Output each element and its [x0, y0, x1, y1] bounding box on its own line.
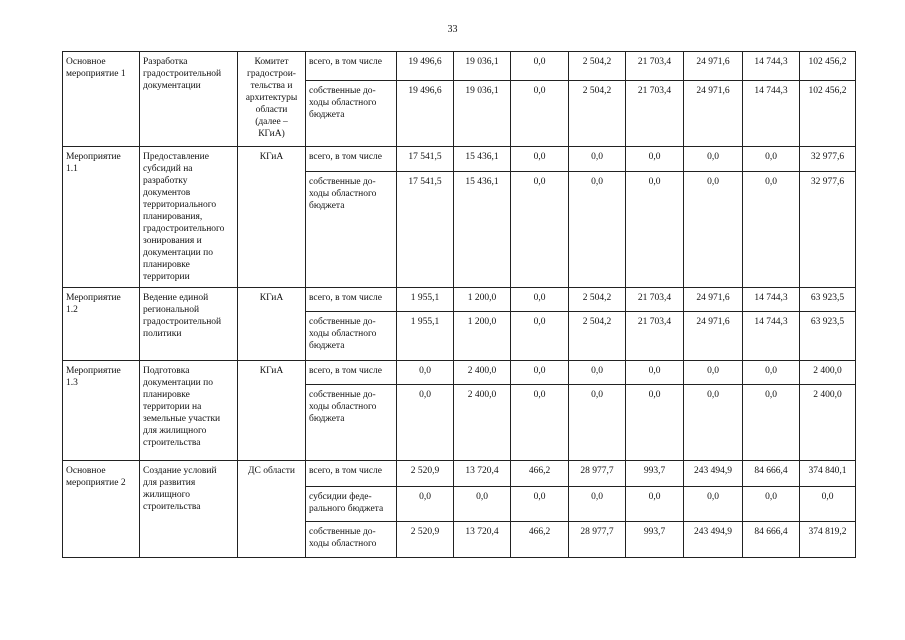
funding-source-cell [306, 147, 397, 172]
responsible-cell [238, 361, 306, 461]
funding-source-line: бюджета [309, 110, 345, 120]
year-value-cell: 21 703,4 [626, 52, 684, 81]
year-value-cell: 0,0 [511, 312, 569, 361]
table-row [63, 361, 856, 385]
year-value-cell: 0,0 [626, 487, 684, 522]
funding-source-line: ходы областного [309, 189, 377, 199]
funding-source-line: ходы областного [309, 98, 377, 108]
year-value-cell: 0,0 [511, 361, 569, 385]
measure-name-line: планирования, [143, 212, 203, 222]
year-value-cell: 0,0 [569, 361, 626, 385]
year-value-cell: 14 744,3 [743, 312, 800, 361]
year-value-cell: 14 744,3 [743, 288, 800, 312]
year-value-cell: 0,0 [511, 147, 569, 172]
measure-code-cell [63, 52, 140, 147]
table-row [63, 147, 856, 172]
responsible-line: архитектуры [245, 93, 298, 103]
funding-source-line: бюджета [309, 341, 345, 351]
year-value-cell: 2 400,0 [454, 385, 511, 461]
year-value-cell: 0,0 [684, 147, 743, 172]
table-row [63, 288, 856, 312]
year-value-cell: 1 955,1 [397, 288, 454, 312]
table-row [63, 52, 856, 81]
responsible-line: области [255, 105, 288, 115]
year-value-cell: 21 703,4 [626, 81, 684, 147]
year-value-cell: 19 036,1 [454, 81, 511, 147]
measure-name-line: субсидий на [143, 164, 193, 174]
measure-code-line: 1.3 [66, 378, 78, 388]
year-value-cell: 0,0 [511, 288, 569, 312]
funding-source-line: ходы областного [309, 329, 377, 339]
year-value-cell: 24 971,6 [684, 81, 743, 147]
year-value-cell: 0,0 [743, 385, 800, 461]
measure-code-line: 1.1 [66, 164, 78, 174]
measure-name-line: Подготовка [143, 366, 190, 376]
total-value-cell: 102 456,2 [800, 81, 856, 147]
year-value-cell: 0,0 [511, 172, 569, 288]
funding-source-line: всего, в том числе [309, 152, 383, 162]
year-value-cell: 1 200,0 [454, 312, 511, 361]
responsible-line: Комитет [254, 57, 289, 67]
total-value-cell: 32 977,6 [800, 147, 856, 172]
year-value-cell: 466,2 [511, 461, 569, 487]
measure-name-line: политики [143, 329, 182, 339]
year-value-cell: 0,0 [743, 147, 800, 172]
year-value-cell: 466,2 [511, 522, 569, 558]
total-value-cell: 2 400,0 [800, 361, 856, 385]
year-value-cell: 0,0 [569, 487, 626, 522]
year-value-cell: 2 504,2 [569, 288, 626, 312]
responsible-line: тельства и [250, 81, 293, 91]
year-value-cell: 84 666,4 [743, 522, 800, 558]
measure-name-cell [140, 361, 238, 461]
measure-name-line: Создание условий [143, 466, 217, 476]
responsible-cell [238, 461, 306, 558]
funding-source-line: всего, в том числе [309, 466, 383, 476]
total-value-cell: 2 400,0 [800, 385, 856, 461]
year-value-cell: 0,0 [684, 487, 743, 522]
measure-name-line: строительства [143, 438, 201, 448]
measure-name-line: градостроительного [143, 224, 225, 234]
measure-name-line: градостроительной [143, 317, 222, 327]
measure-code-line: мероприятие 2 [66, 478, 126, 488]
year-value-cell: 0,0 [569, 385, 626, 461]
measure-name-line: Предоставление [143, 152, 209, 162]
year-value-cell: 17 541,5 [397, 172, 454, 288]
measure-name-line: земельные участки [143, 414, 221, 424]
year-value-cell: 0,0 [511, 385, 569, 461]
measure-name-cell [140, 288, 238, 361]
year-value-cell: 19 496,6 [397, 81, 454, 147]
year-value-cell: 0,0 [397, 487, 454, 522]
year-value-cell: 13 720,4 [454, 461, 511, 487]
responsible-cell [238, 288, 306, 361]
total-value-cell: 374 840,1 [800, 461, 856, 487]
funding-source-cell [306, 81, 397, 147]
year-value-cell: 0,0 [684, 385, 743, 461]
measure-name-line: документации по [143, 248, 213, 258]
year-value-cell: 15 436,1 [454, 172, 511, 288]
funding-source-line: собственные до- [309, 177, 376, 187]
funding-source-cell [306, 487, 397, 522]
year-value-cell: 0,0 [626, 172, 684, 288]
funding-source-cell [306, 312, 397, 361]
year-value-cell: 993,7 [626, 461, 684, 487]
funding-source-line: всего, в том числе [309, 293, 383, 303]
year-value-cell: 0,0 [454, 487, 511, 522]
year-value-cell: 15 436,1 [454, 147, 511, 172]
year-value-cell: 84 666,4 [743, 461, 800, 487]
year-value-cell: 0,0 [569, 172, 626, 288]
year-value-cell: 2 520,9 [397, 461, 454, 487]
measure-code-line: мероприятие 1 [66, 69, 126, 79]
year-value-cell: 2 520,9 [397, 522, 454, 558]
funding-source-cell [306, 361, 397, 385]
funding-source-line: всего, в том числе [309, 57, 383, 67]
measure-name-line: строительства [143, 502, 201, 512]
measure-name-line: планировке [143, 260, 190, 270]
total-value-cell: 63 923,5 [800, 312, 856, 361]
year-value-cell: 28 977,7 [569, 522, 626, 558]
measure-name-line: документации по [143, 378, 213, 388]
responsible-line: КГиА) [258, 129, 285, 139]
budget-table [62, 51, 856, 558]
funding-source-cell [306, 288, 397, 312]
year-value-cell: 0,0 [626, 361, 684, 385]
year-value-cell: 2 504,2 [569, 81, 626, 147]
year-value-cell: 0,0 [511, 81, 569, 147]
total-value-cell: 0,0 [800, 487, 856, 522]
year-value-cell: 14 744,3 [743, 52, 800, 81]
measure-name-line: для развития [143, 478, 196, 488]
responsible-line: (далее – [255, 117, 288, 127]
year-value-cell: 0,0 [684, 172, 743, 288]
measure-name-line: зонирования и [143, 236, 202, 246]
funding-source-line: всего, в том числе [309, 366, 383, 376]
year-value-cell: 0,0 [626, 385, 684, 461]
measure-name-line: жилищного [143, 490, 191, 500]
measure-name-line: территории [143, 272, 190, 282]
funding-source-line: собственные до- [309, 86, 376, 96]
measure-code-cell [63, 288, 140, 361]
funding-source-line: собственные до- [309, 317, 376, 327]
funding-source-line: собственные до- [309, 390, 376, 400]
year-value-cell: 0,0 [511, 487, 569, 522]
measure-name-line: планировке [143, 390, 190, 400]
responsible-cell [238, 52, 306, 147]
year-value-cell: 0,0 [626, 147, 684, 172]
measure-code-line: Мероприятие [66, 152, 121, 162]
measure-code-line: Основное [66, 466, 106, 476]
year-value-cell: 24 971,6 [684, 312, 743, 361]
funding-source-line: бюджета [309, 201, 345, 211]
funding-source-line: бюджета [309, 414, 345, 424]
measure-code-line: Мероприятие [66, 293, 121, 303]
year-value-cell: 21 703,4 [626, 288, 684, 312]
measure-name-cell [140, 147, 238, 288]
funding-source-cell [306, 385, 397, 461]
year-value-cell: 24 971,6 [684, 52, 743, 81]
funding-source-line: ходы областного [309, 539, 377, 549]
responsible-line: КГиА [259, 293, 284, 303]
measure-name-cell [140, 52, 238, 147]
measure-name-line: градостроительной [143, 69, 222, 79]
year-value-cell: 28 977,7 [569, 461, 626, 487]
measure-name-line: территориального [143, 200, 217, 210]
measure-name-line: документов [143, 188, 191, 198]
table-row [63, 461, 856, 487]
funding-source-line: собственные до- [309, 527, 376, 537]
year-value-cell: 19 496,6 [397, 52, 454, 81]
year-value-cell: 24 971,6 [684, 288, 743, 312]
responsible-cell [238, 147, 306, 288]
measure-code-line: Мероприятие [66, 366, 121, 376]
measure-name-line: Разработка [143, 57, 188, 67]
year-value-cell: 1 200,0 [454, 288, 511, 312]
year-value-cell: 1 955,1 [397, 312, 454, 361]
funding-source-line: ходы областного [309, 402, 377, 412]
measure-name-line: разработку [143, 176, 188, 186]
funding-source-cell [306, 172, 397, 288]
year-value-cell: 0,0 [743, 172, 800, 288]
measure-name-line: документации [143, 81, 201, 91]
year-value-cell: 0,0 [743, 487, 800, 522]
year-value-cell: 0,0 [684, 361, 743, 385]
responsible-line: КГиА [259, 366, 284, 376]
funding-source-line: субсидии феде- [309, 492, 372, 502]
year-value-cell: 243 494,9 [684, 461, 743, 487]
year-value-cell: 2 504,2 [569, 52, 626, 81]
year-value-cell: 14 744,3 [743, 81, 800, 147]
year-value-cell: 13 720,4 [454, 522, 511, 558]
year-value-cell: 2 504,2 [569, 312, 626, 361]
measure-name-line: для жилищного [143, 426, 207, 436]
measure-code-line: 1.2 [66, 305, 78, 315]
year-value-cell: 0,0 [511, 52, 569, 81]
funding-source-cell [306, 461, 397, 487]
year-value-cell: 19 036,1 [454, 52, 511, 81]
total-value-cell: 102 456,2 [800, 52, 856, 81]
responsible-line: ДС области [248, 466, 295, 476]
year-value-cell: 17 541,5 [397, 147, 454, 172]
funding-source-line: рального бюджета [309, 504, 384, 514]
year-value-cell: 0,0 [569, 147, 626, 172]
measure-name-cell [140, 461, 238, 558]
year-value-cell: 21 703,4 [626, 312, 684, 361]
year-value-cell: 0,0 [743, 361, 800, 385]
page-number: 33 [447, 24, 458, 35]
measure-code-cell [63, 361, 140, 461]
year-value-cell: 243 494,9 [684, 522, 743, 558]
measure-name-line: Ведение единой [143, 293, 209, 303]
year-value-cell: 0,0 [397, 361, 454, 385]
responsible-line: КГиА [259, 152, 284, 162]
measure-name-line: территории на [143, 402, 202, 412]
measure-code-cell [63, 147, 140, 288]
measure-code-cell [63, 461, 140, 558]
funding-source-cell [306, 522, 397, 558]
total-value-cell: 32 977,6 [800, 172, 856, 288]
table-body [63, 52, 856, 558]
year-value-cell: 993,7 [626, 522, 684, 558]
total-value-cell: 63 923,5 [800, 288, 856, 312]
measure-code-line: Основное [66, 57, 106, 67]
measure-name-line: региональной [143, 305, 200, 315]
responsible-line: градострои- [247, 69, 296, 79]
total-value-cell: 374 819,2 [800, 522, 856, 558]
year-value-cell: 0,0 [397, 385, 454, 461]
year-value-cell: 2 400,0 [454, 361, 511, 385]
funding-source-cell [306, 52, 397, 81]
